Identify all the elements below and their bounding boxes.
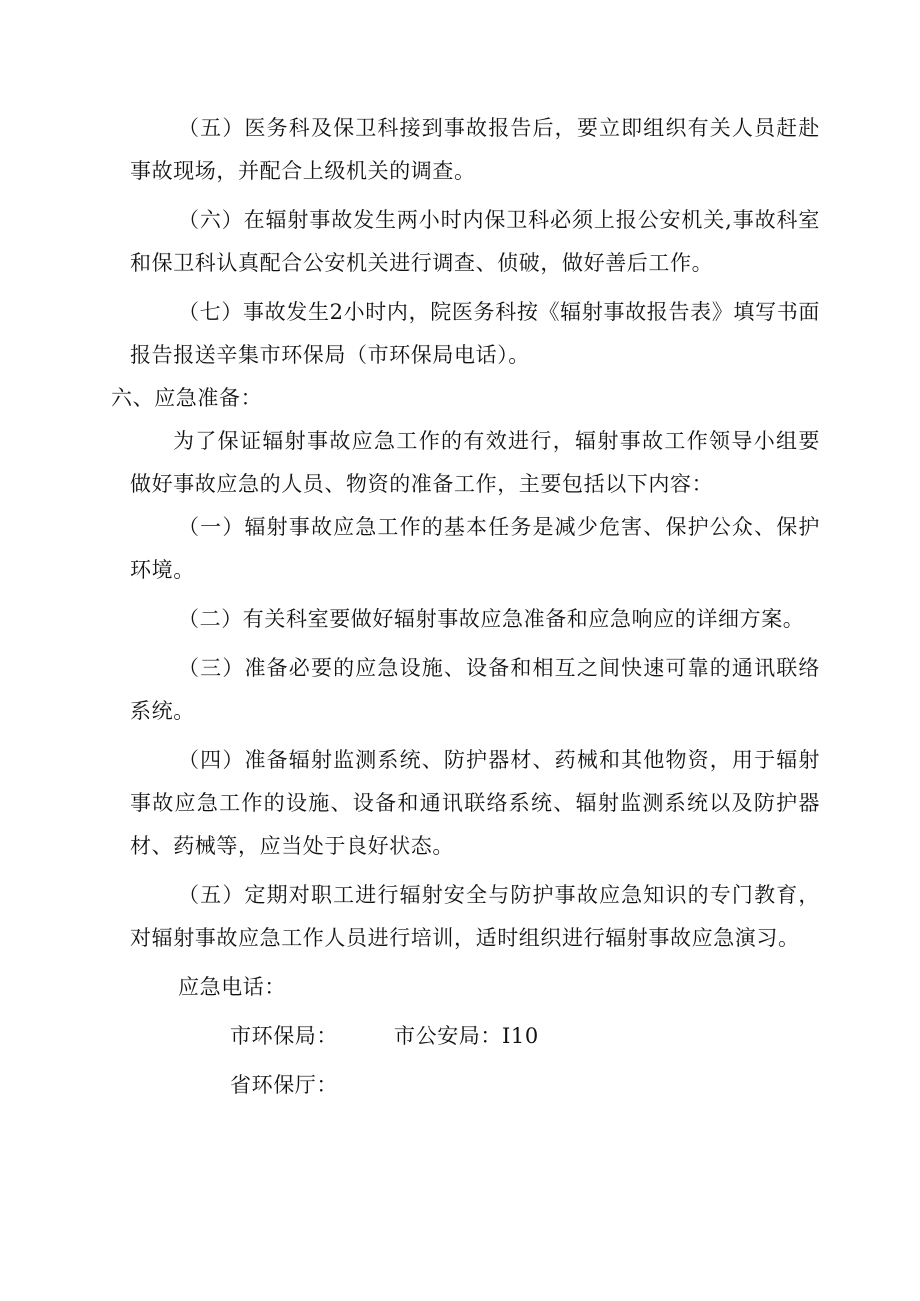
prep-item-3: （三）准备必要的应急设施、设备和相互之间快速可靠的通讯联络系统。 [130,656,820,723]
province-epd-label: 省环保厅： [230,1073,338,1097]
city-epb-label: 市环保局： [230,1024,338,1048]
section-intro: 为了保证辐射事故应急工作的有效进行，辐射事故工作领导小组要做好事故应急的人员、物资的准备工作，主要包括以下内容： [130,429,820,496]
contact-row-1 [230,1015,820,1058]
prep-item-1: （一）辐射事故应急工作的基本任务是减少危害、保护公众、保护环境。 [130,515,820,582]
paragraph-item-7: （七）事故发生2小时内，院医务科按《辐射事故报告表》填写书面报告报送辛集市环保局（市环保局电话）。 [130,300,820,367]
city-police-label: 市公安局：I10 [394,1024,539,1048]
contact-row-2 [230,1064,820,1107]
prep-item-5: （五）定期对职工进行辐射安全与防护事故应急知识的专门教育，对辐射事故应急工作人员进行培训，适时组织进行辐射事故应急演习。 [130,883,820,950]
section-heading: 六、应急准备： [111,386,263,410]
prep-item-4: （四）准备辐射监测系统、防护器材、药械和其他物资，用于辐射事故应急工作的设施、设备和通讯联络系统、辐射监测系统以及防护器材、药械等，应当处于良好状态。 [130,748,820,858]
document-body [111,107,820,1107]
emergency-phone-title: 应急电话： [178,975,286,999]
paragraph-item-6: （六）在辐射事故发生两小时内保卫科必须上报公安机关,事故科室和保卫科认真配合公安机关进行调查、侦破，做好善后工作。 [130,208,820,275]
paragraph-item-5: （五）医务科及保卫科接到事故报告后，要立即组织有关人员赶赴事故现场，并配合上级机关的调查。 [130,116,820,183]
prep-item-2: （二）有关科室要做好辐射事故应急准备和应急响应的详细方案。 [178,607,805,631]
